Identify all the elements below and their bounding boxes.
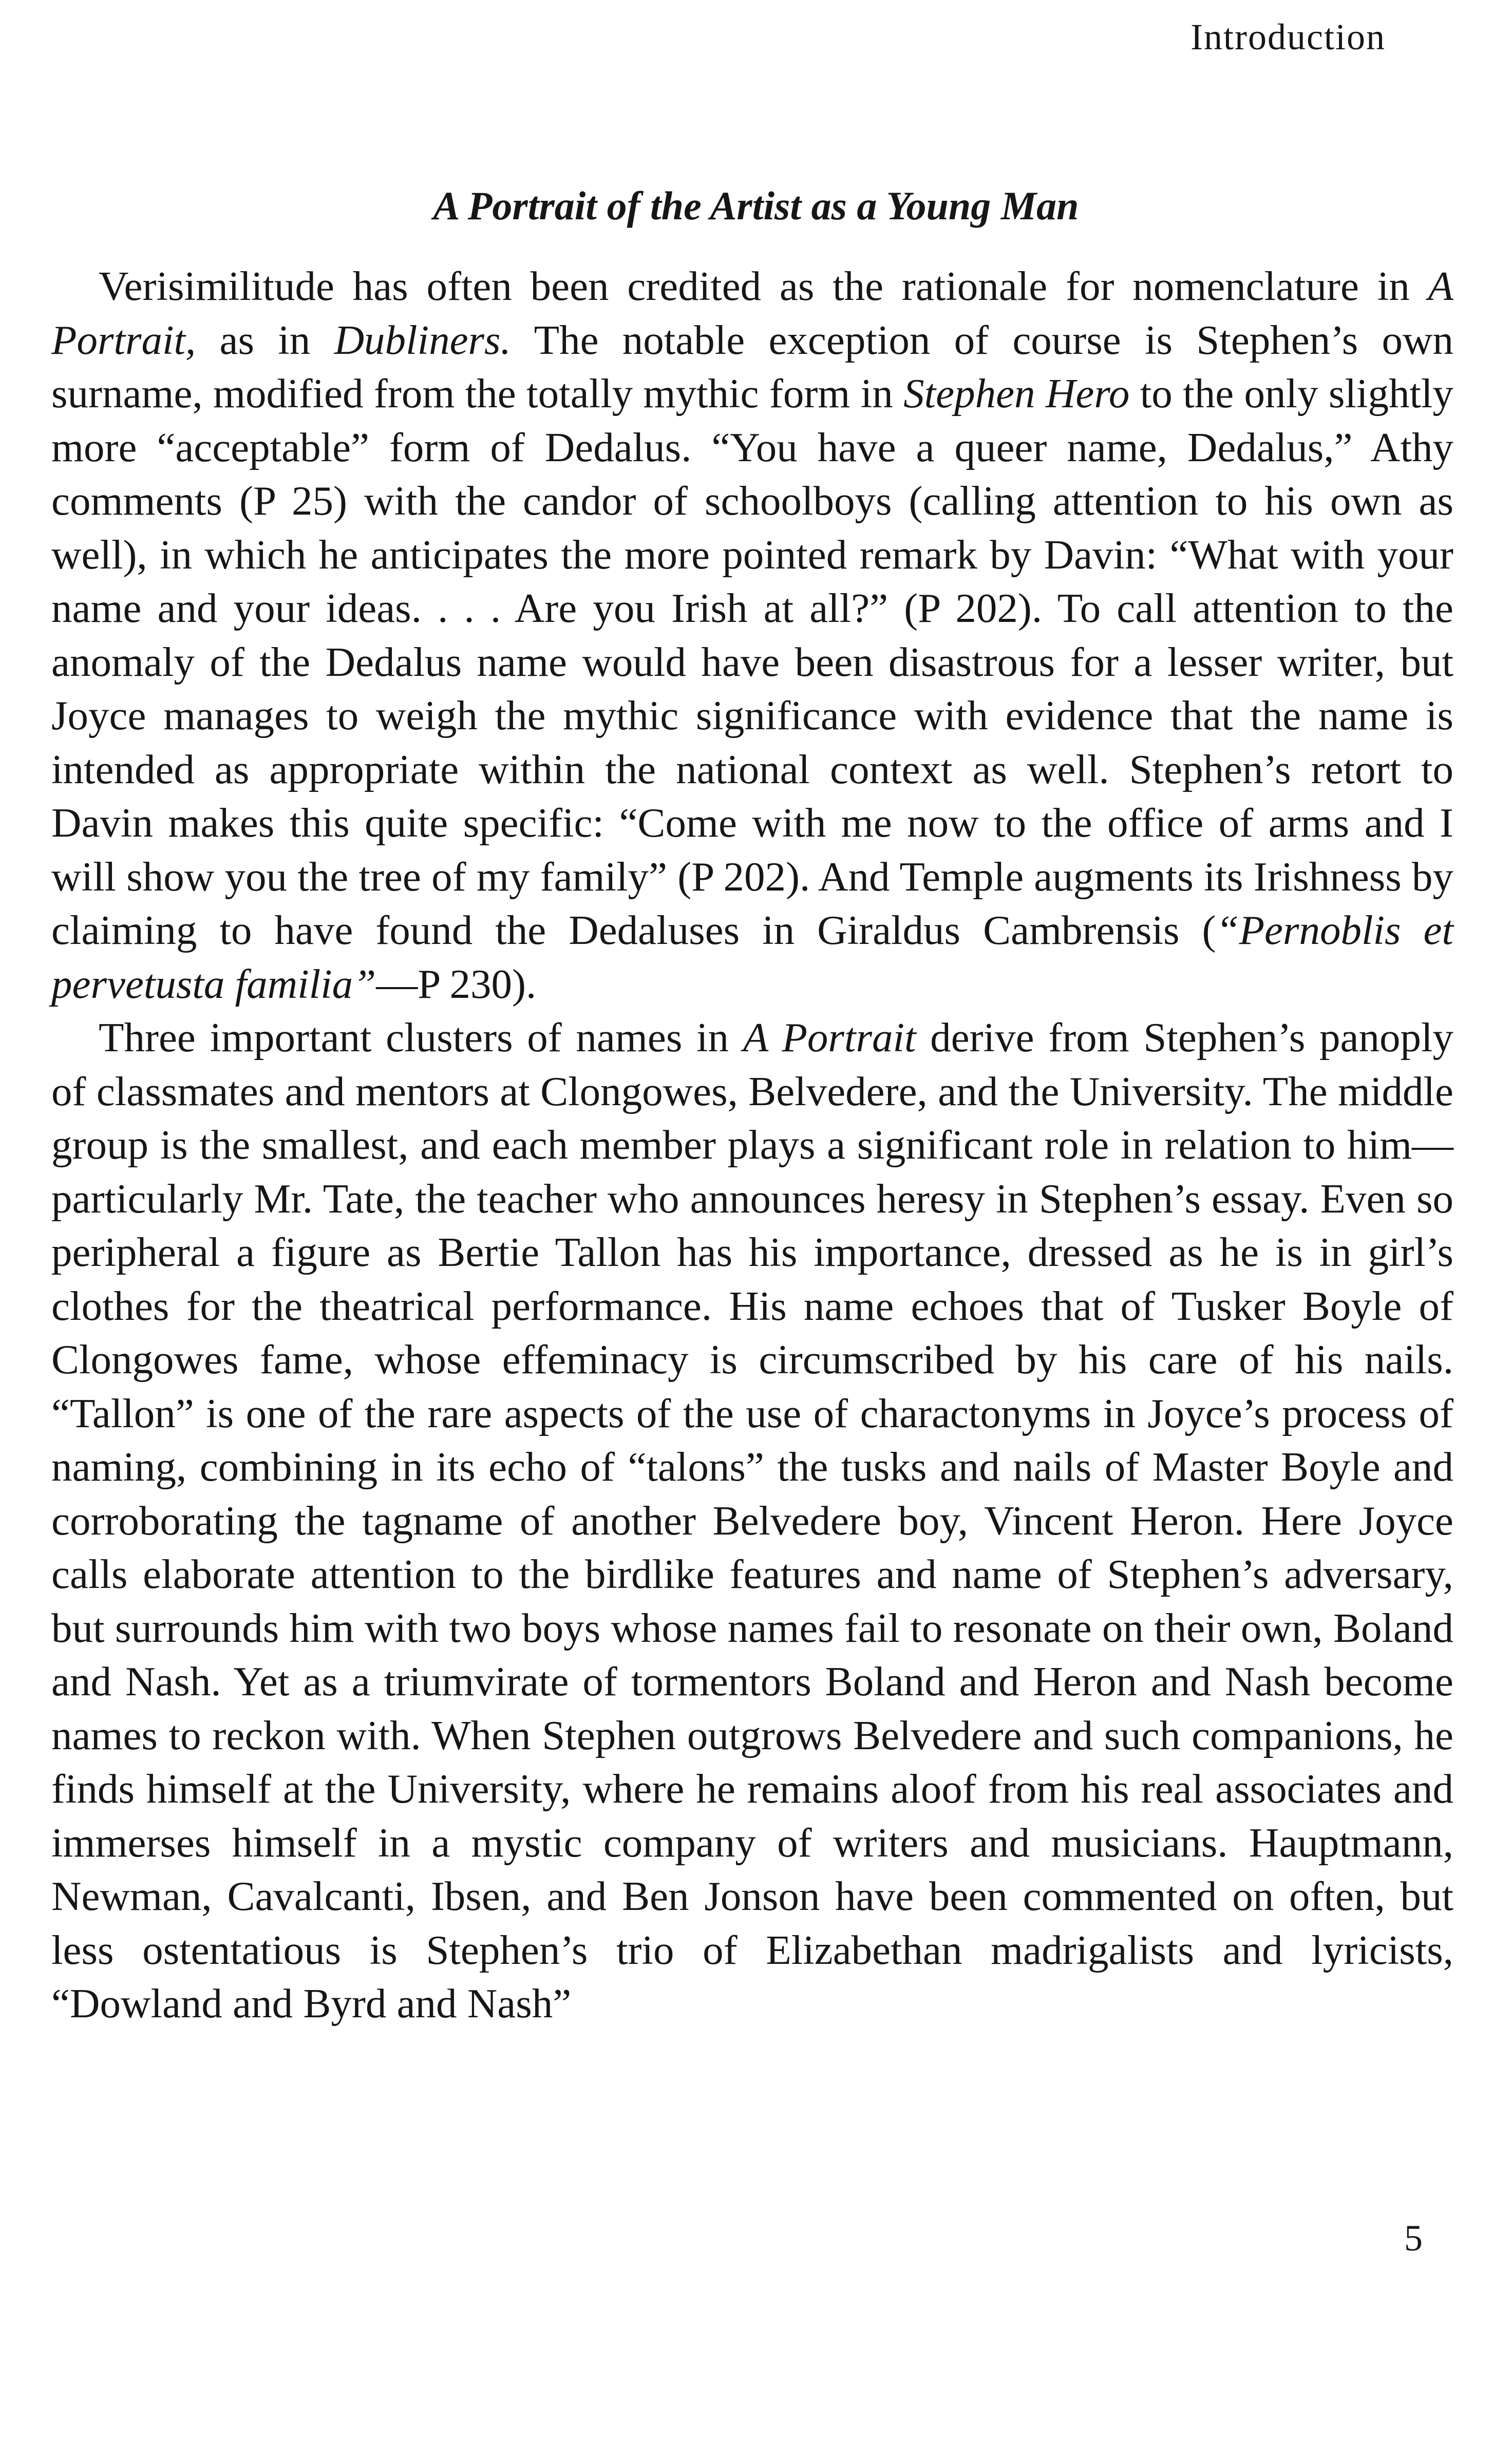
body-text: [51, 259, 1453, 2031]
italic-run: Stephen Hero: [903, 370, 1130, 417]
section-title: A Portrait of the Artist as a Young Man: [433, 183, 1079, 228]
paragraph-1: [51, 259, 1453, 1011]
text-run: Three important clusters of names in: [99, 1014, 743, 1061]
text-run: to the only slightly more “acceptable” form of Dedalus. “You have a queer name, Dedalus,” Athy comments (P 25) with the candor of schoolboys (calling attention to his own as well), in which he anticipates the more pointed remark by Davin: “What with your name and your ideas. . . . Are you Irish at all?” (P 202). To call attention to the anomaly of the Dedalus name would have been disastrous for a lesser writer, but Joyce manages to weigh the mythic significance with evidence that the name is intended as appropriate within the national context as well. Stephen’s retort to Davin makes this quite specific: “Come with me now to the office of arms and I will show you the tree of my family” (P 202). And Temple augments its Irishness by claiming to have found the Dedaluses in Giraldus Cambrensis (: [51, 370, 1454, 953]
running-head: Introduction: [1190, 16, 1386, 58]
text-run: Verisimilitude has often been credited as the rationale for nomenclature in: [99, 263, 1428, 309]
italic-run: Dubliners.: [334, 316, 511, 363]
text-run: —P 230).: [376, 960, 537, 1007]
page-number: 5: [1404, 2218, 1423, 2259]
italic-run: “Pernoblis et pervetusta familia”: [51, 907, 1453, 1007]
text-run: as in: [196, 316, 334, 363]
italic-run: A Portrait: [743, 1014, 916, 1061]
text-run: derive from Stephen’s panoply of classmates and mentors at Clongowes, Belvedere, and the University. The middle group is the smallest, and each member plays a significant role in relation to him—particularly Mr. Tate, the teacher who announces heresy in Stephen’s essay. Even so peripheral a figure as Bertie Tallon has his importance, dressed as he is in girl’s clothes for the theatrical performance. His name echoes that of Tusker Boyle of Clongowes fame, whose effeminacy is circumscribed by his care of his nails. “Tallon” is one of the rare aspects of the use of charactonyms in Joyce’s process of naming, combining in its echo of “talons” the tusks and nails of Master Boyle and corroborating the tagname of another Belvedere boy, Vincent Heron. Here Joyce calls elaborate attention to the birdlike features and name of Stephen’s adversary, but surrounds him with two boys whose names fail to resonate on their own, Boland and Nash. Yet as a triumvirate of tormentors Boland and Heron and Nash become names to reckon with. When Stephen outgrows Belvedere and such companions, he finds himself at the University, where he remains aloof from his real associates and immerses himself in a mystic company of writers and musicians. Hauptmann, Newman, Cavalcanti, Ibsen, and Ben Jonson have been commented on often, but less ostentatious is Stephen’s trio of Elizabethan madrigalists and lyricists, “Dowland and Byrd and Nash”: [51, 1014, 1453, 2027]
paragraph-2: [51, 1011, 1453, 2031]
text-run: The notable exception of course is Stephen’s own surname, modified from the totally mythic form in: [51, 316, 1453, 417]
italic-run: A Portrait,: [51, 263, 1453, 363]
